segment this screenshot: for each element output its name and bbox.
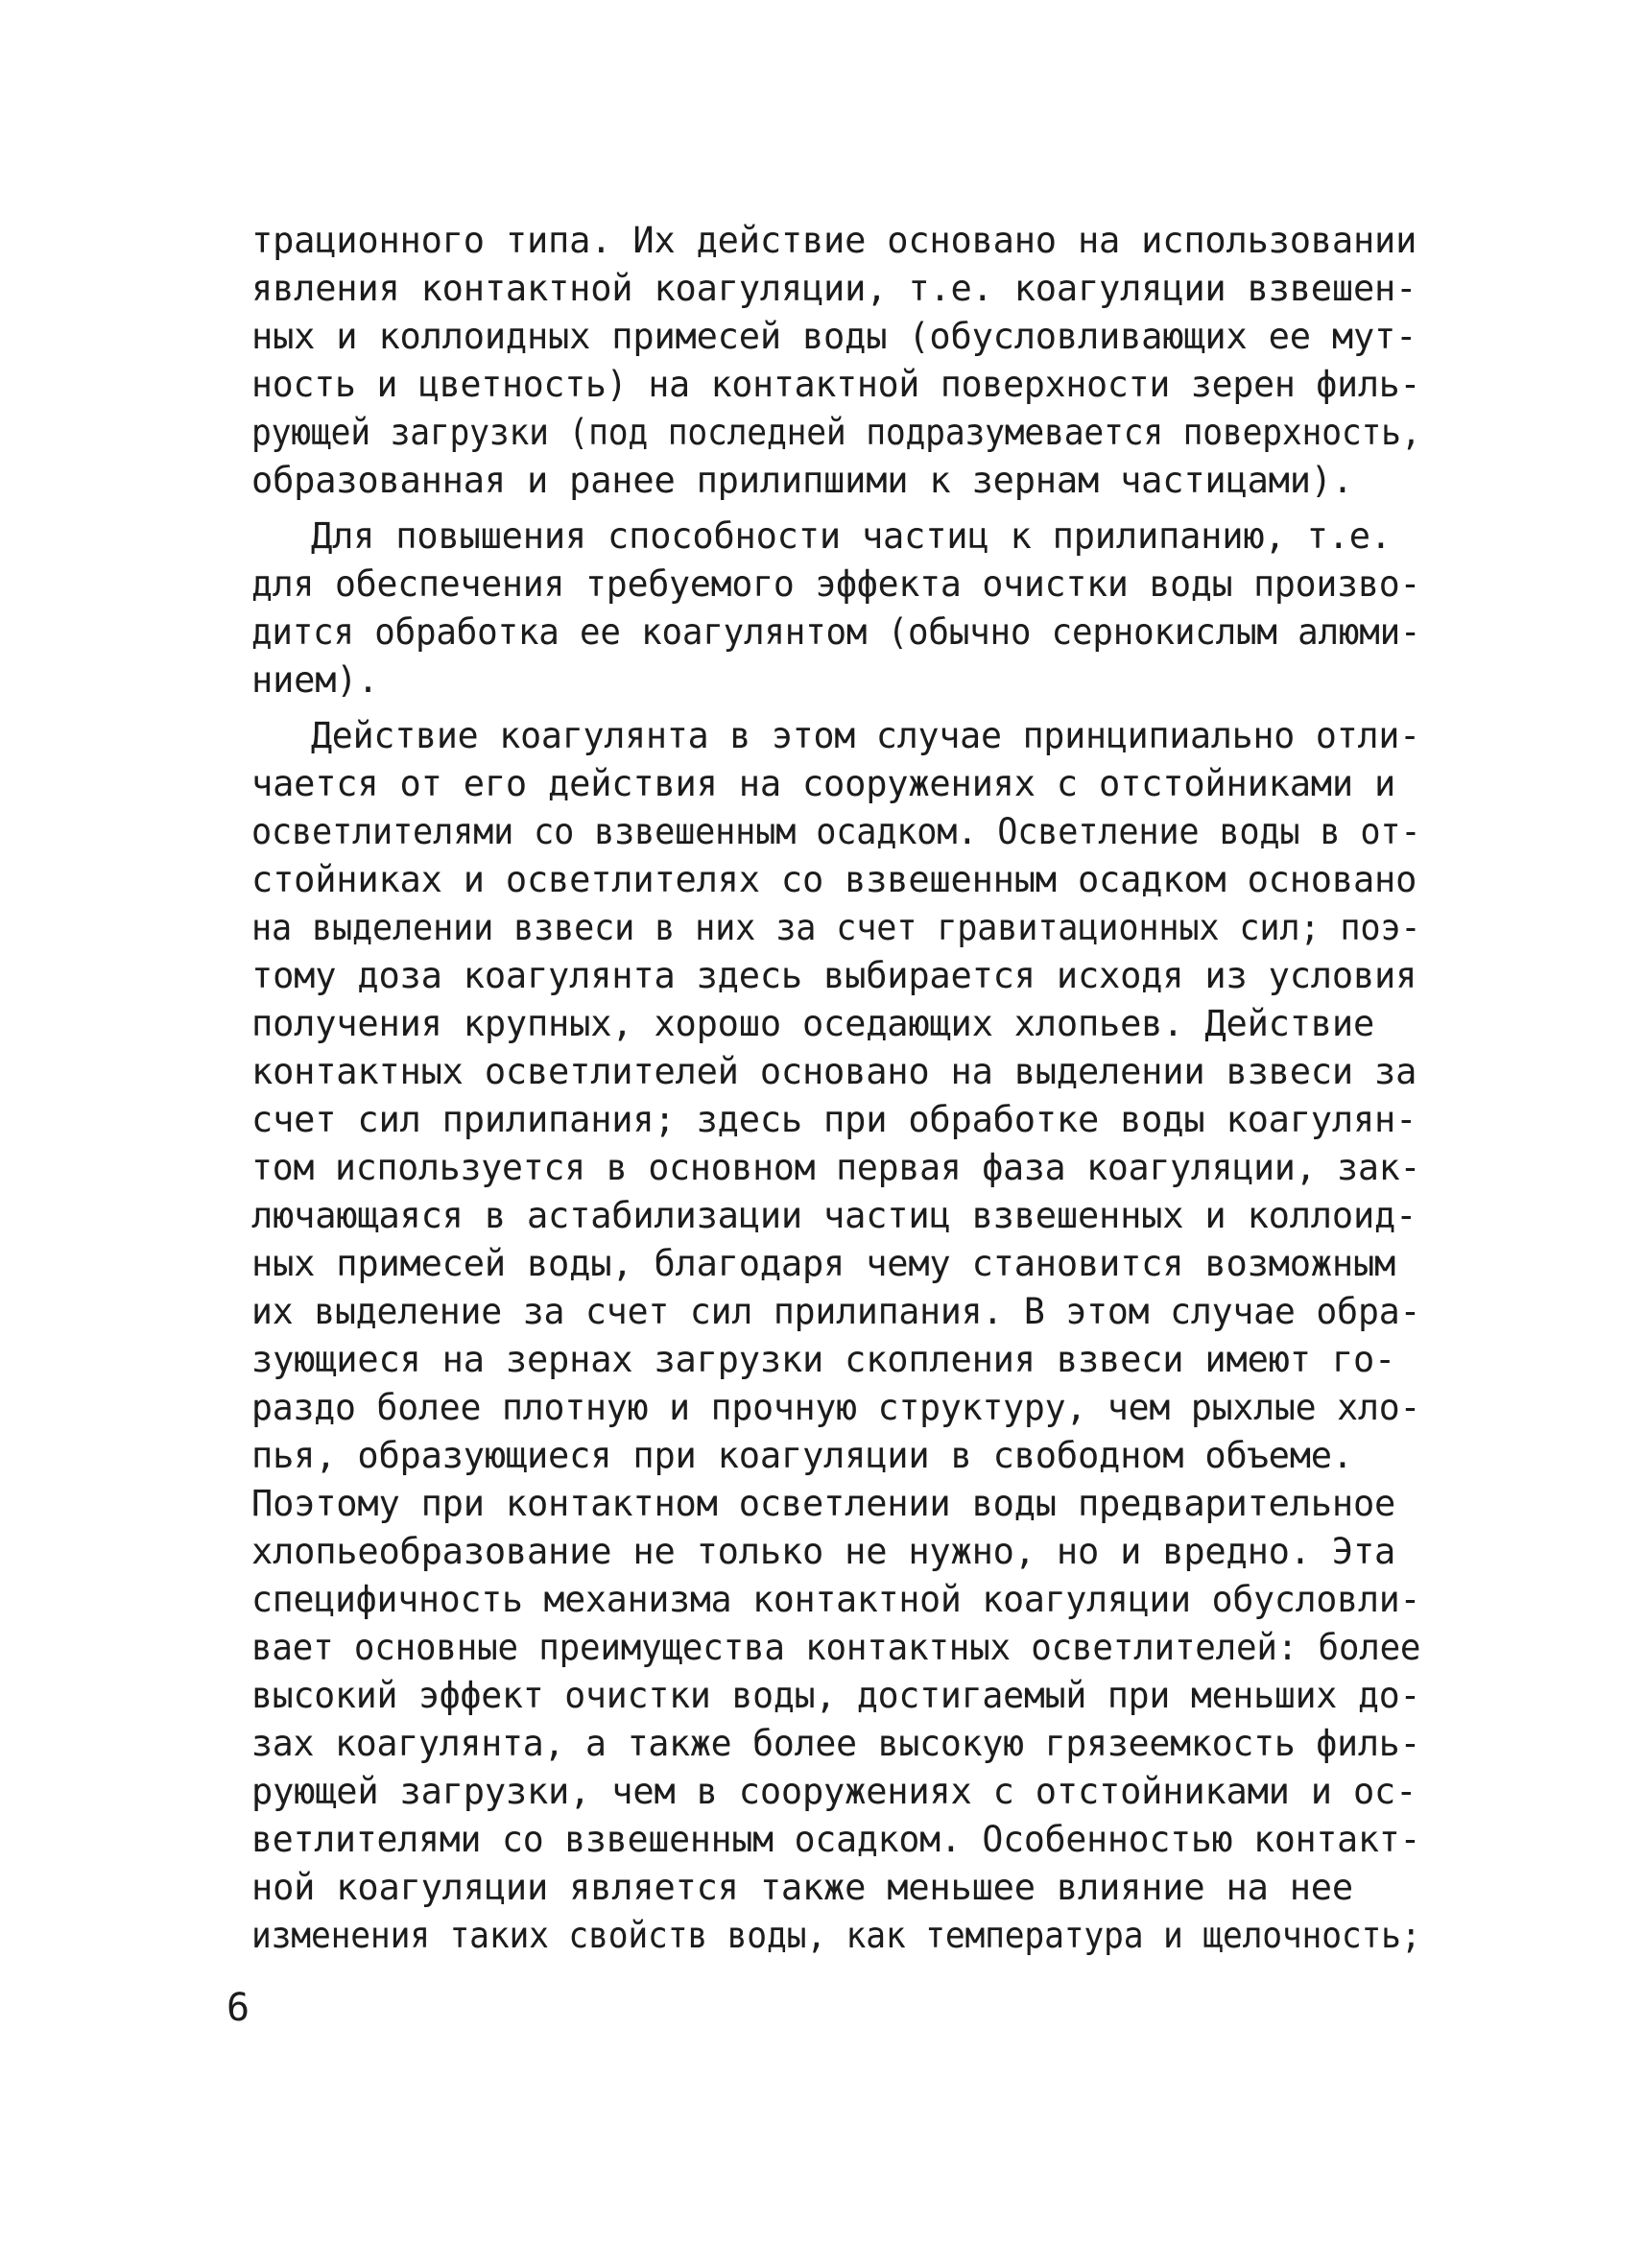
text-line: изменения таких свойств воды, как температура и щелочность;	[251, 1915, 1421, 1956]
text-line: вает основные преимущества контактных осветлителей: более	[251, 1627, 1421, 1668]
text-line: ных и коллоидных примесей воды (обусловливающих ее мут-	[251, 316, 1417, 357]
text-line: зующиеся на зернах загрузки скопления взвеси имеют го-	[251, 1339, 1396, 1380]
text-line: для обеспечения требуемого эффекта очистки воды произво-	[251, 563, 1421, 605]
text-line: высокий эффект очистки воды, достигаемый при меньших до-	[251, 1675, 1421, 1716]
text-line: зах коагулянта, а также более высокую грязеемкость филь-	[251, 1723, 1421, 1764]
text-line: ность и цветность) на контактной поверхности зерен филь-	[251, 364, 1421, 405]
text-line: ной коагуляции является также меньшее влияние на нее	[251, 1867, 1353, 1908]
text-line: тому доза коагулянта здесь выбирается исходя из условия	[251, 955, 1417, 996]
text-line: рующей загрузки (под последней подразумевается поверхность,	[251, 412, 1421, 453]
text-line: дится обработка ее коагулянтом (обычно сернокислым алюми-	[251, 611, 1421, 653]
page-number: 6	[226, 1986, 250, 2030]
text-line: образованная и ранее прилипшими к зернам частицами).	[251, 460, 1353, 501]
text-line: лючающаяся в астабилизации частиц взвешенных и коллоид-	[251, 1195, 1417, 1236]
text-line: получения крупных, хорошо оседающих хлопьев. Действие	[251, 1003, 1375, 1044]
text-line: чается от его действия на сооружениях с отстойниками и	[251, 763, 1396, 804]
text-line: специфичность механизма контактной коагуляции обусловли-	[251, 1579, 1421, 1620]
text-line: контактных осветлителей основано на выделении взвеси за	[251, 1051, 1417, 1092]
paragraph-first-line: Действие коагулянта в этом случае принципиально отли-	[311, 715, 1420, 756]
text-line: том используется в основном первая фаза коагуляции, зак-	[251, 1147, 1421, 1188]
text-line: хлопьеобразование не только не нужно, но и вредно. Эта	[251, 1531, 1396, 1572]
text-line: осветлителями со взвешенным осадком. Осветление воды в от-	[251, 811, 1421, 852]
text-line: на выделении взвеси в них за счет гравитационных сил; поэ-	[251, 907, 1421, 948]
text-line: рующей загрузки, чем в сооружениях с отстойниками и ос-	[251, 1771, 1417, 1812]
text-line: раздо более плотную и прочную структуру, чем рыхлые хло-	[251, 1387, 1421, 1428]
text-line: ных примесей воды, благодаря чему становится возможным	[251, 1243, 1396, 1284]
text-line: трационного типа. Их действие основано на использовании	[251, 220, 1417, 261]
text-line: стойниках и осветлителях со взвешенным осадком основано	[251, 859, 1417, 900]
text-line: Поэтому при контактном осветлении воды предварительное	[251, 1483, 1396, 1524]
text-line: их выделение за счет сил прилипания. В этом случае обра-	[251, 1291, 1421, 1332]
text-line: явления контактной коагуляции, т.е. коагуляции взвешен-	[251, 268, 1417, 309]
text-line: пья, образующиеся при коагуляции в свободном объеме.	[251, 1435, 1353, 1476]
text-line: ветлителями со взвешенным осадком. Особенностью контакт-	[251, 1819, 1421, 1860]
paragraph-first-line: Для повышения способности частиц к прилипанию, т.е.	[311, 515, 1392, 557]
text-line: нием).	[251, 659, 379, 701]
text-line: счет сил прилипания; здесь при обработке воды коагулян-	[251, 1099, 1417, 1140]
